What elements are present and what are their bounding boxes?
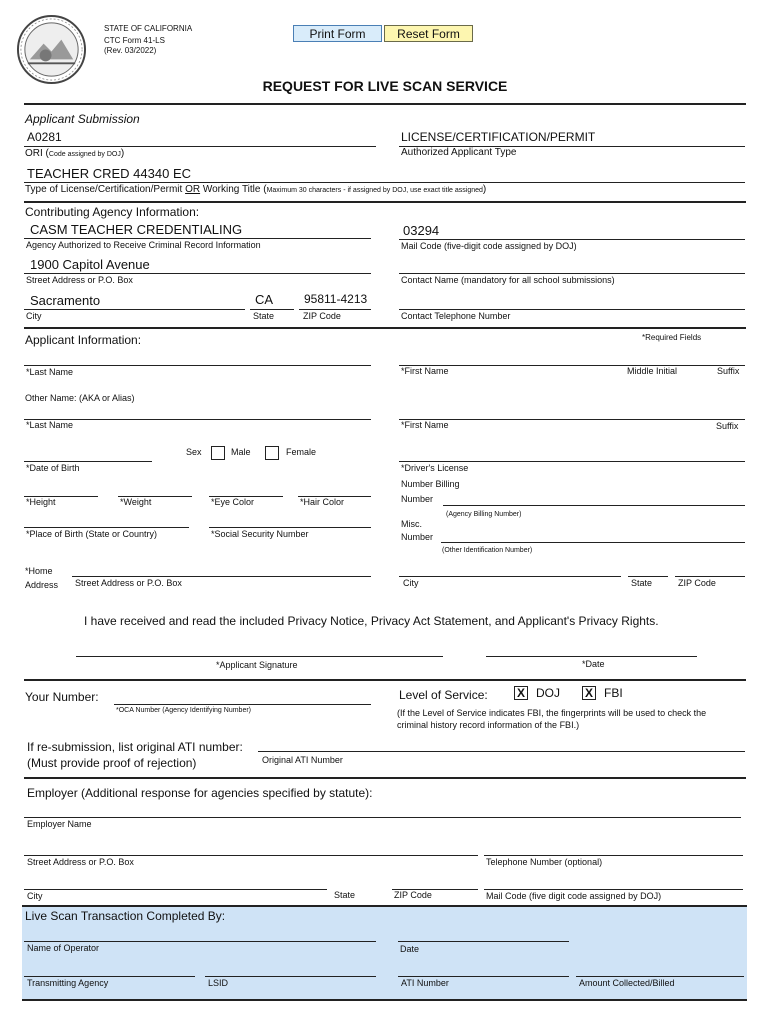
other-name-label: Other Name: (AKA or Alias) xyxy=(25,393,135,403)
alias-first-name-line[interactable] xyxy=(399,419,745,420)
employer-phone-line[interactable] xyxy=(484,855,743,856)
alias-last-name-line[interactable] xyxy=(24,419,371,420)
other-id-note: (Other Identification Number) xyxy=(442,547,533,554)
misc-label: Misc. xyxy=(401,519,422,529)
doj-checkbox[interactable]: X xyxy=(514,686,528,700)
home-state-label: State xyxy=(631,578,653,588)
address-label: Address xyxy=(25,580,59,590)
weight-label: *Weight xyxy=(120,497,152,507)
page-title: REQUEST FOR LIVE SCAN SERVICE xyxy=(262,78,508,94)
employer-street-line[interactable] xyxy=(24,855,478,856)
transmitting-agency-line[interactable] xyxy=(24,976,195,977)
home-city-line[interactable] xyxy=(399,576,621,577)
employer-state-label: State xyxy=(334,890,356,900)
first-name-label: *First Name xyxy=(401,366,449,376)
alias-last-name-label: *Last Name xyxy=(26,420,74,430)
form-number: CTC Form 41-LS xyxy=(104,36,165,45)
drivers-license-line[interactable] xyxy=(399,461,745,462)
mail-code-label: Mail Code (five-digit code assigned by DOJ) xyxy=(401,241,577,251)
employer-name-line[interactable] xyxy=(24,817,741,818)
state-value[interactable]: CA xyxy=(255,292,274,307)
ssn-line[interactable] xyxy=(209,527,371,528)
mail-code-value[interactable]: 03294 xyxy=(403,223,440,238)
operator-label: Name of Operator xyxy=(27,943,100,953)
last-name-label: *Last Name xyxy=(26,367,74,377)
license-value[interactable]: TEACHER CRED 44340 EC xyxy=(27,166,191,181)
dob-line[interactable] xyxy=(24,461,152,462)
place-of-birth-line[interactable] xyxy=(24,527,189,528)
reset-form-button[interactable]: Reset Form xyxy=(384,25,473,42)
level-of-service-label: Level of Service: xyxy=(399,688,488,702)
city-label: City xyxy=(26,311,42,321)
oca-number-note: *OCA Number (Agency Identifying Number) xyxy=(116,707,251,714)
applicant-type-label: Authorized Applicant Type xyxy=(401,147,517,158)
signature-line[interactable] xyxy=(76,656,443,657)
suffix-label: Suffix xyxy=(717,366,740,376)
fbi-note-line-1: (If the Level of Service indicates FBI, the fingerprints will be used to check the xyxy=(397,708,707,718)
print-form-button[interactable]: Print Form xyxy=(293,25,382,42)
lsid-label: LSID xyxy=(208,978,229,988)
home-label: *Home xyxy=(25,566,53,576)
hair-color-label: *Hair Color xyxy=(300,497,345,507)
your-number-label: Your Number: xyxy=(25,690,99,704)
middle-initial-label: Middle Initial xyxy=(627,366,678,376)
height-label: *Height xyxy=(26,497,56,507)
home-zip-line[interactable] xyxy=(675,576,745,577)
employer-city-label: City xyxy=(27,891,43,901)
signature-date-label: *Date xyxy=(582,659,605,669)
amount-label: Amount Collected/Billed xyxy=(579,978,675,988)
ori-value[interactable]: A0281 xyxy=(27,130,62,144)
dob-label: *Date of Birth xyxy=(26,463,80,473)
contributing-agency-heading: Contributing Agency Information: xyxy=(25,205,200,219)
required-fields-note: *Required Fields xyxy=(642,333,702,342)
alias-first-name-label: *First Name xyxy=(401,420,449,430)
home-street-label: Street Address or P.O. Box xyxy=(75,578,182,588)
number-billing-label: Number Billing xyxy=(401,479,460,489)
employer-city-line[interactable] xyxy=(24,889,327,890)
original-ati-label: Original ATI Number xyxy=(262,755,343,765)
operator-date-line[interactable] xyxy=(398,941,569,942)
home-street-line[interactable] xyxy=(72,576,371,577)
misc-number-label: Number xyxy=(401,532,434,542)
state-label-field: State xyxy=(253,311,275,321)
employer-heading: Employer (Additional response for agencies specified by statute): xyxy=(27,786,373,800)
signature-label: *Applicant Signature xyxy=(216,660,298,670)
license-label: Type of License/Certification/Permit OR Working Title (Maximum 30 characters - if assigned by DOJ, use exact title assigned) xyxy=(25,184,487,195)
form-revision: (Rev. 03/2022) xyxy=(104,46,157,55)
operator-date-label: Date xyxy=(400,944,420,954)
state-label: STATE OF CALIFORNIA xyxy=(104,24,193,33)
misc-number-line[interactable] xyxy=(441,542,745,543)
lsid-line[interactable] xyxy=(205,976,376,977)
privacy-statement: I have received and read the included Privacy Notice, Privacy Act Statement, and Applicant's Privacy Rights. xyxy=(84,614,659,628)
applicant-info-heading: Applicant Information: xyxy=(25,333,142,347)
female-checkbox[interactable] xyxy=(265,446,279,460)
agency-label: Agency Authorized to Receive Criminal Record Information xyxy=(26,240,261,250)
amount-line[interactable] xyxy=(576,976,744,977)
ssn-label: *Social Security Number xyxy=(211,529,309,539)
proof-of-rejection-label: (Must provide proof of rejection) xyxy=(27,756,197,770)
fbi-note-line-2: criminal history record information of the FBI.) xyxy=(397,720,580,730)
doj-label: DOJ xyxy=(536,686,560,700)
agency-billing-note: (Agency Billing Number) xyxy=(446,511,522,518)
ori-label: ORI (Code assigned by DOJ) xyxy=(25,148,125,159)
fbi-checkbox[interactable]: X xyxy=(582,686,596,700)
male-label: Male xyxy=(231,447,251,457)
fbi-label: FBI xyxy=(604,686,623,700)
applicant-type-value[interactable]: LICENSE/CERTIFICATION/PERMIT xyxy=(401,130,596,144)
street-value[interactable]: 1900 Capitol Avenue xyxy=(30,257,150,272)
sex-label: Sex xyxy=(186,447,202,457)
billing-number-line[interactable] xyxy=(443,505,745,506)
home-state-line[interactable] xyxy=(628,576,668,577)
last-name-line[interactable] xyxy=(24,365,371,366)
zip-value[interactable]: 95811-4213 xyxy=(304,292,368,306)
home-city-label: City xyxy=(403,578,419,588)
home-zip-label: ZIP Code xyxy=(678,578,716,588)
employer-mail-code-line[interactable] xyxy=(484,889,743,890)
female-label: Female xyxy=(286,447,317,457)
employer-street-label: Street Address or P.O. Box xyxy=(27,857,134,867)
applicant-submission-heading: Applicant Submission xyxy=(25,112,140,126)
live-scan-heading: Live Scan Transaction Completed By: xyxy=(25,909,226,923)
california-seal-icon xyxy=(16,14,87,85)
place-of-birth-label: *Place of Birth (State or Country) xyxy=(26,529,158,539)
alias-suffix-label: Suffix xyxy=(716,421,739,431)
employer-mail-code-label: Mail Code (five digit code assigned by DOJ) xyxy=(486,891,662,901)
street-label: Street Address or P.O. Box xyxy=(26,275,133,285)
ati-number-line[interactable] xyxy=(398,976,569,977)
contact-phone-label: Contact Telephone Number xyxy=(401,311,511,321)
billing-number-label: Number xyxy=(401,494,434,504)
first-name-line[interactable] xyxy=(399,365,745,366)
city-value[interactable]: Sacramento xyxy=(30,293,101,308)
ati-number-label: ATI Number xyxy=(401,978,449,988)
transmitting-agency-label: Transmitting Agency xyxy=(27,978,109,988)
contact-name-label: Contact Name (mandatory for all school submissions) xyxy=(401,275,615,285)
original-ati-line[interactable] xyxy=(258,751,745,752)
resubmission-label: If re-submission, list original ATI number: xyxy=(27,740,243,754)
male-checkbox[interactable] xyxy=(211,446,225,460)
signature-date-line[interactable] xyxy=(486,656,697,657)
oca-number-line[interactable] xyxy=(114,704,371,705)
employer-name-label: Employer Name xyxy=(27,819,92,829)
zip-label: ZIP Code xyxy=(303,311,341,321)
drivers-license-label: *Driver's License xyxy=(401,463,469,473)
operator-line[interactable] xyxy=(24,941,376,942)
eye-color-label: *Eye Color xyxy=(211,497,255,507)
employer-zip-label: ZIP Code xyxy=(394,890,432,900)
employer-phone-label: Telephone Number (optional) xyxy=(486,857,603,867)
agency-value[interactable]: CASM TEACHER CREDENTIALING xyxy=(30,222,243,237)
